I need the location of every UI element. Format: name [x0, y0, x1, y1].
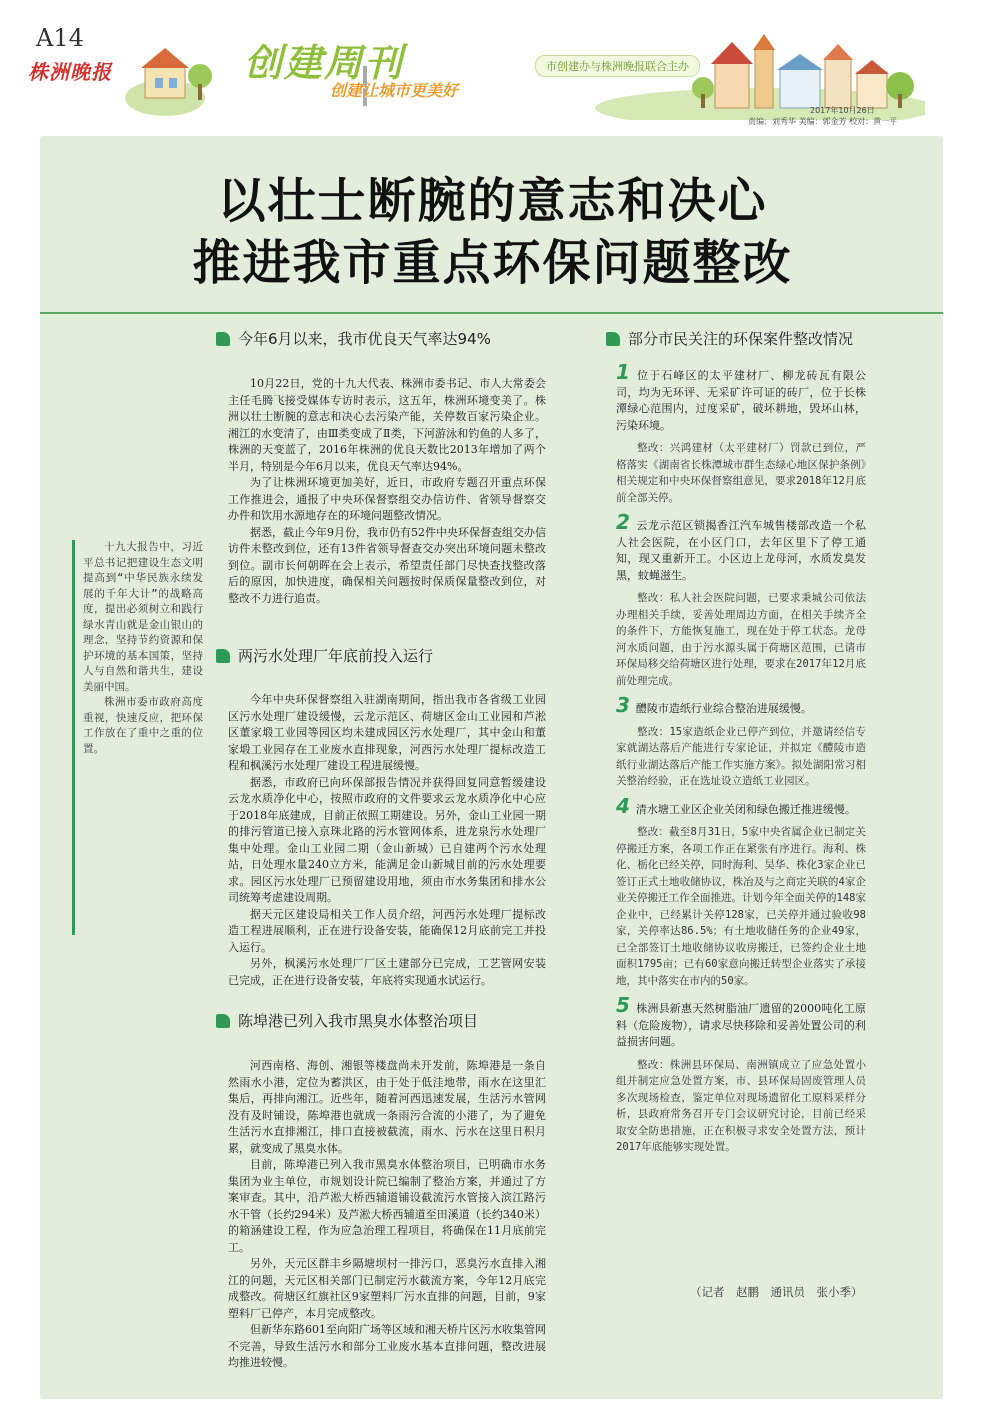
- paragraph: 另外，枫溪污水处理厂厂区土建部分已完成，工艺管网安装已完成，正在进行设备安装，年底将实现通水试运行。: [228, 957, 546, 987]
- case-issue: 清水塘工业区企业关闭和绿色搬迁推进缓慢。: [635, 802, 856, 816]
- byline: （记者 赵鹏 通讯员 张小季）: [690, 1285, 863, 1299]
- case-issue: 醴陵市造纸行业综合整治进展缓慢。: [635, 702, 812, 715]
- paper-name-logo: 株洲晚报: [28, 60, 112, 84]
- article-section-1: [228, 376, 546, 607]
- sidebar-paragraph: 株洲市委市政府高度重视，快速反应，把环保工作放在了重中之重的位置。: [83, 696, 203, 755]
- case-number: 5: [616, 993, 630, 1017]
- paragraph: 为了让株洲环境更加美好，近日，市政府专题召开重点环保工作推进会，通报了中央环保督察组交办信访件、省领导督察交办件和饮用水源地存在的环境问题整改情况。: [228, 476, 546, 522]
- section-slogan: 创建让城市更美好: [330, 81, 459, 100]
- case-item: [616, 510, 866, 689]
- case-number: 3: [616, 693, 630, 717]
- page-number: A14: [36, 24, 84, 52]
- case-number: 2: [616, 510, 630, 534]
- paragraph: 10月22日，党的十九大代表、株洲市委书记、市人大常委会主任毛腾飞接受媒体专访时表示，这五年，株洲环境变美了。株洲以壮士断腕的意志和决心去污染产能，关停数百家污染企业。湘江的水变清了，由Ⅲ类变成了Ⅱ类，下河游泳和钓鱼的人多了，株洲的天变蓝了，2016年株洲的优良天数比2013年增加了两个半月，特别是今年6月以来，优良天气率达94%。: [228, 377, 546, 473]
- subheading-sewage-plants: [216, 645, 433, 666]
- case-number: 1: [616, 360, 630, 384]
- subheading-text: 陈埠港已列入我市黑臭水体整治项目: [238, 1012, 479, 1030]
- headline-line-2: 推进我市重点环保问题整改: [192, 235, 793, 291]
- paragraph: 但新华东路601至向阳广场等区域和湘天桥片区污水收集管网不完善，导致生活污水和部分工业废水基本直排问题，整改进展均推进较慢。: [228, 1323, 546, 1369]
- case-issue: 位于石峰区的太平建材厂、柳龙砖瓦有限公司，均为无环评、无采矿许可证的砖厂，位于长株潭绿心范围内，过度采矿，破坏耕地，毁坏山林，污染环境。: [616, 369, 866, 432]
- paragraph: 另外，天元区群丰乡隔塘坝村一排污口，恶臭污水直排入湘江的问题，天元区相关部门已制定污水截流方案，今年12月底完成整改。荷塘区红旗社区9家塑料厂污水直排的问题，目前，9家塑料厂已停产，本月完成整改。: [228, 1257, 546, 1320]
- case-rectification: 整改：15家造纸企业已停产到位，并邀请经信专家就湖达落后产能进行专家论证，并拟定《醴陵市造纸行业湖达落后产能工作实施方案》。拟处湖阳常习相关整治经验，正在选址设立造纸工业园区。: [616, 725, 866, 787]
- subheading-text: 今年6月以来，我市优良天气率达94%: [238, 330, 491, 348]
- case-issue: 云龙示范区锁揭香江汽车城售楼部改造一个私人社会医院，在小区门口，去年区里下了停工通知，现又重新开工。小区边上龙母河，水质发臭发黑，蚊蝇滋生。: [616, 519, 866, 582]
- paragraph: 据悉，市政府已向环保部报告情况并获得回复同意暂缓建设云龙水质净化中心，按照市政府的文件要求云龙水质净化中心应于2018年底建成，目前正依照工期建设。另外，金山工业园一期的排污管道已接入京珠北路的污水管网体系，进龙泉污水处理厂集中处理。金山工业园二期（金山新城）已自建两个污水处理站，日处理水量240立方米，能满足金山新城目前的污水处理要求。园区污水处理厂已预留建设用地，须由市水务集团和排水公司统筹考虑建设周期。: [228, 775, 546, 904]
- square-bullet-icon: [216, 649, 230, 663]
- case-rectification: 整改：私人社会医院问题，已要求秉城公司依法办理相关手续，妥善处理周边方面，在相关手续齐全的条件下，方能恢复施工，现在处于停工状态。龙母河水质问题，由于污水源头属于荷塘区范围，已请市环保局移交给荷塘区进行处理，要求在2017年12月底前处理完成。: [616, 592, 866, 687]
- square-bullet-icon: [216, 1014, 230, 1028]
- editorial-sidebar: [72, 540, 203, 935]
- subheading-text: 两污水处理厂年底前投入运行: [238, 647, 434, 665]
- subheading-chenbu-port: [216, 1010, 478, 1031]
- publish-date: 2017年10月26日: [810, 106, 875, 115]
- article-section-3: [228, 1058, 546, 1372]
- paragraph: 今年中央环保督察组入驻湖南期间，指出我市各省级工业园区污水处理厂建设缓慢，云龙示范区、荷塘区金山工业园和芦淞区董家塅工业园等园区均未建成园区污水处理厂，其中金山和董家塅工业园存在工业废水直排现象，河西污水处理厂提标改造工程和枫溪污水处理厂建设工程进展缓慢。: [228, 693, 546, 772]
- subheading-cases: [606, 328, 853, 349]
- subheading-air-quality: [216, 328, 491, 349]
- case-rectification: 整改：兴鸿建材（太平建材厂）罚款已到位，严格落实《湖南省长株潭城市群生态绿心地区保护条例》相关规定和中央环保督察组意见，要求2018年12月底前全部关停。: [616, 442, 866, 504]
- divider: [40, 312, 943, 314]
- paragraph: 河西南格、海创、湘银等楼盘尚未开发前，陈埠港是一条自然雨水小港，定位为蓄洪区，由于处于低洼地带，雨水在这里汇集后，再排向湘江。近些年，随着河西迅速发展，生活污水管网没有及时铺设，陈埠港也就成一条雨污合流的小港了，为了避免生活污水直排湘江，排口直接被截流，雨水、污水在这里日积月累，就变成了黑臭水体。: [228, 1059, 546, 1155]
- article-section-2: [228, 692, 546, 989]
- headline-line-1: 以壮士断腕的意志和决心: [217, 173, 768, 229]
- subheading-text: 部分市民关注的环保案件整改情况: [628, 330, 854, 348]
- case-item: [616, 360, 866, 506]
- case-item: [616, 993, 866, 1156]
- paragraph: 据天元区建设局相关工作人员介绍，河西污水处理厂提标改造工程进展顺利，正在进行设备安装，能确保12月底前完工并投入运行。: [228, 907, 546, 954]
- editor-credits: 责编：刘秀华 美编：郭金芳 校对：黄一平: [748, 117, 898, 126]
- paragraph: 据悉，截止今年9月份，我市仍有52件中央环保督查组交办信访件未整改到位，还有13件省领导督查交办突出环境问题未整改到位。副市长何朝晖在会上表示，希望责任部门尽快查找整改落后的原因，加快进度，确保相关问题按时保质保量整改到位，对整改不力进行追责。: [228, 525, 546, 605]
- case-rectification: 整改：截至8月31日，5家中央省属企业已制定关停搬迁方案，各项工作正在紧张有序进行。海利、株化、栃化已经关停，同时海利、昊华、株化3家企业已签订正式土地收储协议，株冶及与之商定关联的4家企业关停搬迁工作全面推进。计划今年全面关停的148家企业中，已经累计关停128家，已关停并通过验收98家，关停率达86.5%；有土地收储任务的企业49家，已全部签订土地收储协议收房搬迁，已签约企业土地面积1795亩；已有60家意向搬迁转型企业落实了承接地，其中落实在市内的50家。: [616, 826, 866, 987]
- section-title: 创建周刊: [244, 41, 405, 85]
- sidebar-paragraph: 十九大报告中，习近平总书记把建设生态文明提高到“中华民族永续发展的千年大计”的战略高度，提出必须树立和践行绿水青山就是金山银山的理念，坚持节约资源和保护环境的基本国策，坚持人与自然和谐共生，建设美丽中国。: [83, 541, 203, 693]
- case-number: 4: [616, 793, 630, 818]
- co-sponsor-banner: 市创建办与株洲晚报联合主办: [535, 55, 700, 77]
- paragraph: 目前，陈埠港已列入我市黑臭水体整治项目，已明确市水务集团为业主单位，市规划设计院已编制了整治方案，并通过了方案审查。其中，沿芦淞大桥西辅道铺设截流污水管接入滨江路污水干管（长约294米）及芦淞大桥西辅道至田溪道（长约340米）的箱涵建设工程，作为应急治理工程项目，将确保在11月底前完工。: [228, 1158, 546, 1254]
- square-bullet-icon: [606, 332, 620, 346]
- case-rectification: 整改：株洲县环保局、南洲镇成立了应急处置小组并制定应急处置方案，市、县环保局固废管理人员多次现场检查，鉴定单位对现场遗留化工原料采样分析，县政府常务召开专门会议研究讨论，目前已经采取安全防患措施，正在积极寻求安全处置方法，预计2017年底能够实现处置。: [616, 1058, 866, 1153]
- case-list: [616, 360, 866, 1156]
- square-bullet-icon: [216, 332, 230, 346]
- case-item: [616, 693, 866, 790]
- case-issue: 株洲县新惠天然树脂油厂遗留的2000吨化工原料（危险废物），请求尽快移除和妥善处置公司的利益损害问题。: [616, 1002, 866, 1048]
- case-item: [616, 793, 866, 990]
